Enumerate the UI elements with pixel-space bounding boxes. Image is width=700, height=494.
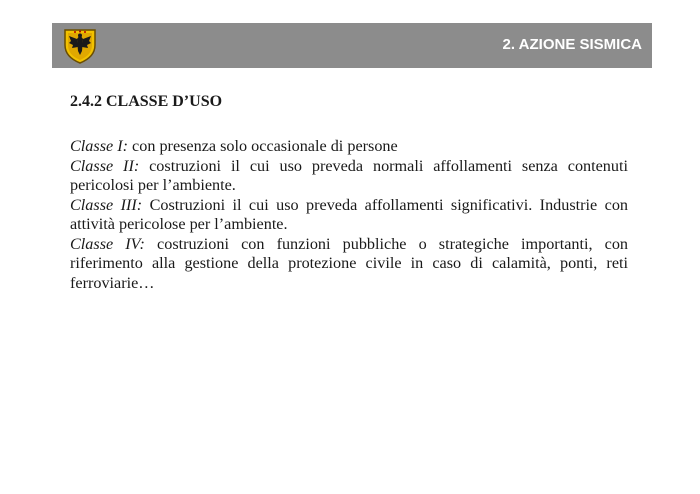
class-description: con presenza solo occasionale di persone <box>128 137 398 155</box>
class-label: Classe I: <box>70 137 128 155</box>
header-bar <box>52 23 652 68</box>
class-item <box>70 137 628 157</box>
class-label: Classe III: <box>70 195 143 214</box>
eagle-crest-icon <box>60 25 100 65</box>
class-label: Classe II: <box>70 156 140 175</box>
class-label: Classe IV: <box>70 234 145 253</box>
class-description: costruzioni il cui uso preveda normali affollamenti senza contenuti pericolosi per l’ambiente. <box>70 156 628 194</box>
class-item <box>70 157 628 196</box>
class-description: costruzioni con funzioni pubbliche o strategiche importanti, con riferimento alla gestione della protezione civile in caso di calamità, ponti, reti ferroviarie… <box>70 234 629 292</box>
header-title: 2. AZIONE SISMICA <box>502 36 642 53</box>
class-list <box>70 137 628 293</box>
class-item <box>70 196 628 235</box>
class-item <box>70 235 628 294</box>
class-description: Costruzioni il cui uso preveda affollamenti significativi. Industrie con attività pericolose per l’ambiente. <box>70 195 629 233</box>
section-heading: 2.4.2 CLASSE D’USO <box>70 93 223 110</box>
